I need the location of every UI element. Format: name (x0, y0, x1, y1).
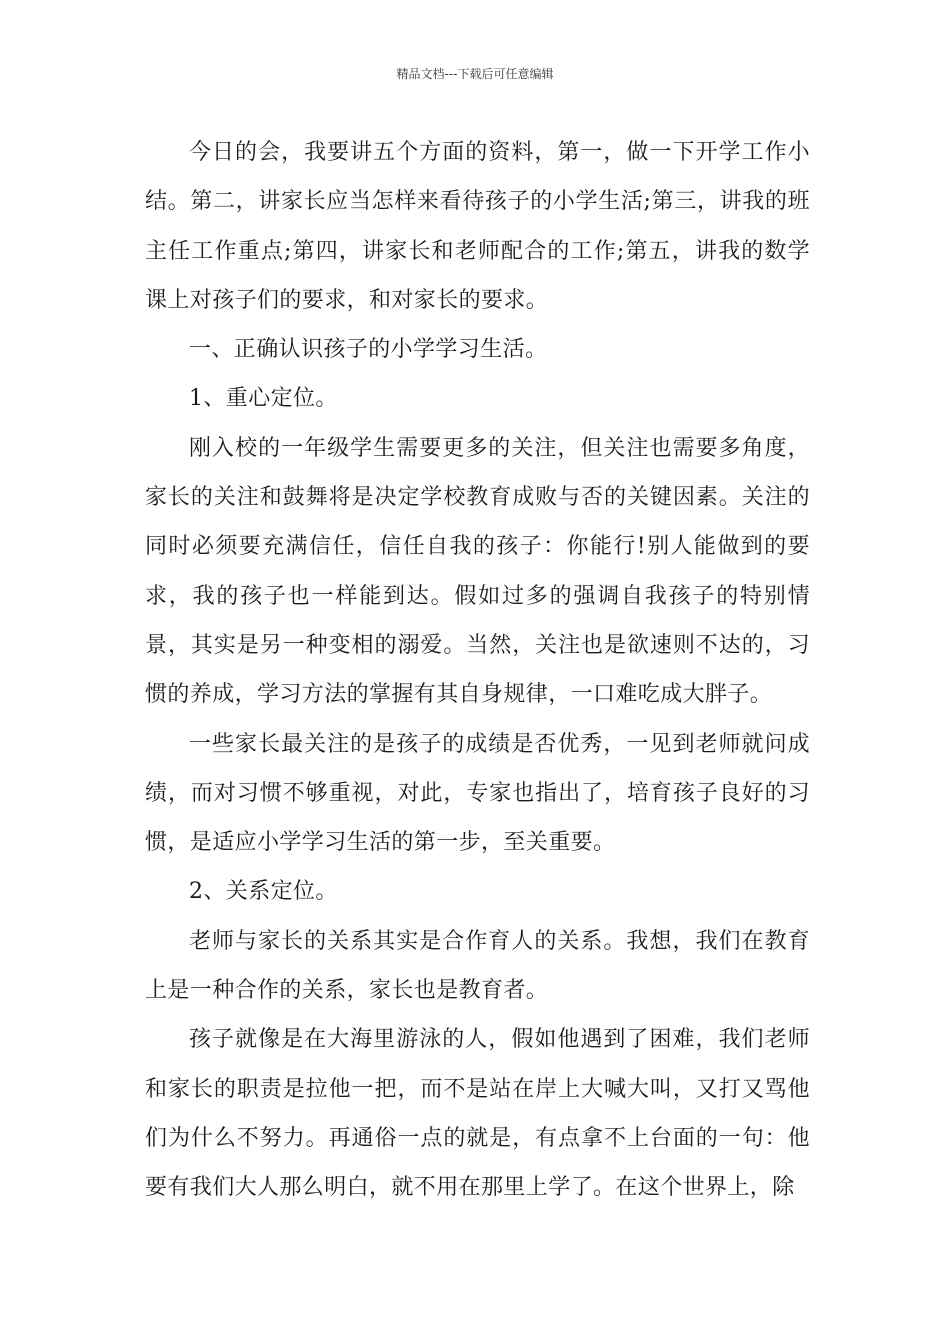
paragraph: 刚入校的一年级学生需要更多的关注，但关注也需要多角度，家长的关注和鼓舞将是决定学校教育成败与否的关键因素。关注的同时必须要充满信任，信任自我的孩子：你能行!别人能做到的要求，我的孩子也一样能到达。假如过多的强调自我孩子的特别情景，其实是另一种变相的溺爱。当然，关注也是欲速则不达的，习惯的养成，学习方法的掌握有其自身规律，一口难吃成大胖子。 (145, 435, 810, 708)
paragraph: 一些家长最关注的是孩子的成绩是否优秀，一见到老师就问成绩，而对习惯不够重视，对此，专家也指出了，培育孩子良好的习惯，是适应小学学习生活的第一步，至关重要。 (145, 731, 810, 856)
section-heading: 一、正确认识孩子的小学学习生活。 (189, 337, 548, 363)
subsection-heading: 1、重心定位。 (189, 386, 338, 412)
subsection-heading: 2、关系定位。 (189, 879, 338, 905)
paragraph: 孩子就像是在大海里游泳的人，假如他遇到了困难，我们老师和家长的职责是拉他一把，而不是站在岸上大喊大叫，又打又骂他们为什么不努力。再通俗一点的就是，有点拿不上台面的一句：他要有我们大人那么明白，就不用在那里上学了。在这个世界上，除 (145, 1027, 810, 1201)
document-body (145, 128, 810, 1213)
paragraph-intro: 今日的会，我要讲五个方面的资料，第一，做一下开学工作小结。第二，讲家长应当怎样来看待孩子的小学生活;第三，讲我的班主任工作重点;第四，讲家长和老师配合的工作;第五，讲我的数学课上对孩子们的要求，和对家长的要求。 (145, 140, 810, 313)
page-header: 精品文档---下载后可任意编辑 (396, 67, 554, 81)
paragraph: 老师与家长的关系其实是合作育人的关系。我想，我们在教育上是一种合作的关系，家长也是教育者。 (145, 928, 810, 1004)
